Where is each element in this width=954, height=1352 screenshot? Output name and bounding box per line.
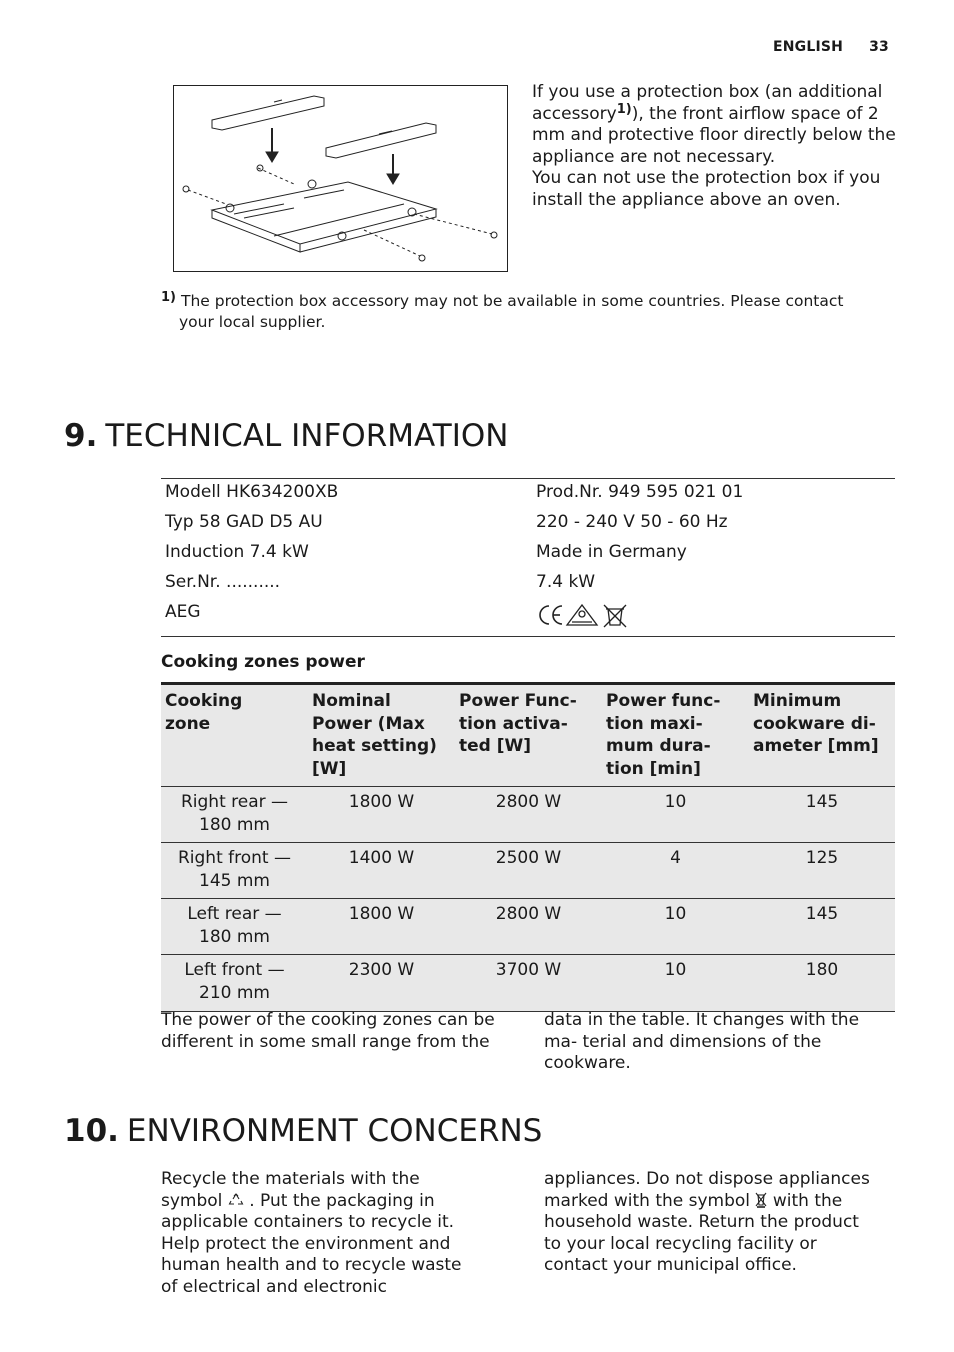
table-row: [161, 479, 895, 509]
intro-line2: ), the front airflow space of 2 mm and protective floor directly below the appliance are not necessary.: [532, 103, 896, 167]
table-row: [161, 843, 895, 899]
power-note-col1: The power of the cooking zones can be different in some small range from the: [161, 1010, 495, 1052]
section-heading-environment-concerns: [64, 1113, 542, 1149]
power-function-cell: 3700 W: [455, 955, 602, 1011]
duration-cell: 10: [602, 787, 749, 843]
page-number: 33: [869, 39, 889, 55]
duration-cell: 10: [602, 955, 749, 1011]
section-number: 10.: [64, 1113, 119, 1149]
environment-text-col1: [161, 1169, 471, 1298]
table-row: [161, 569, 895, 599]
footnote-reference: 1): [616, 101, 632, 117]
duration-cell: 4: [602, 843, 749, 899]
section-heading-technical-information: [64, 418, 508, 454]
zone-cell: Left front — 210 mm: [161, 955, 308, 1011]
column-header: Cooking zone: [161, 685, 308, 787]
power-function-cell: 2800 W: [455, 899, 602, 955]
spec-cell: Induction 7.4 kW: [165, 542, 309, 562]
ce-mark-icon: [540, 606, 562, 624]
footnote-line2: your local supplier.: [179, 313, 326, 331]
diameter-cell: 145: [749, 899, 895, 955]
zone-cell: Right front — 145 mm: [161, 843, 308, 899]
cooking-zones-heading: Cooking zones power: [161, 652, 365, 672]
table-row: [161, 599, 895, 636]
footnote-line1: The protection box accessory may not be available in some countries. Please contact: [181, 292, 844, 310]
zone-cell: Right rear — 180 mm: [161, 787, 308, 843]
certification-marks: [532, 599, 895, 636]
spec-cell: Made in Germany: [536, 542, 687, 562]
footnote: [161, 287, 901, 333]
power-function-cell: 2500 W: [455, 843, 602, 899]
intro-line1: If you use a protection box (an additional accessory: [532, 82, 883, 124]
environment-text-c: appliances. Do not dispose appliances marked with the symbol: [544, 1169, 870, 1211]
nominal-power-cell: 1800 W: [308, 899, 455, 955]
power-note-col2: data in the table. It changes with the ma- terial and dimensions of the cookware.: [544, 1010, 860, 1073]
column-header: Power Func- tion activa- ted [W]: [455, 685, 602, 787]
spec-cell: 7.4 kW: [536, 572, 596, 592]
spec-cell: Ser.Nr. ..........: [165, 572, 281, 592]
cooking-zones-table: [161, 682, 895, 1012]
environment-text-d: with the household waste. Return the product to your local recycling facility or contact your municipal office.: [544, 1190, 859, 1275]
environment-text-a: Recycle the materials with the symbol: [161, 1169, 420, 1211]
duration-cell: 10: [602, 899, 749, 955]
table-row: [161, 955, 895, 1011]
language-label: ENGLISH: [773, 39, 844, 55]
table-row: [161, 509, 895, 539]
rating-plate-table: [161, 478, 895, 637]
diameter-cell: 145: [749, 787, 895, 843]
section-title: ENVIRONMENT CONCERNS: [126, 1113, 543, 1149]
spec-cell: 220 - 240 V 50 - 60 Hz: [536, 512, 728, 532]
environment-text-b: . Put the packaging in applicable containers to recycle it. Help protect the environment and human health and to recycle waste of electrical and electronic: [161, 1190, 462, 1297]
spec-cell: Modell HK634200XB: [165, 482, 339, 502]
power-function-cell: 2800 W: [455, 787, 602, 843]
diameter-cell: 180: [749, 955, 895, 1011]
spec-cell: Prod.Nr. 949 595 021 01: [536, 482, 744, 502]
intro-line3: You can not use the protection box if you install the appliance above an oven.: [532, 168, 881, 210]
column-header: Minimum cookware di- ameter [mm]: [749, 685, 895, 787]
section-number: 9.: [64, 418, 98, 454]
column-header: Power func- tion maxi- mum dura- tion [min]: [602, 685, 749, 787]
table-row: [161, 539, 895, 569]
weee-symbol-icon: [755, 1192, 767, 1208]
nominal-power-cell: 1800 W: [308, 787, 455, 843]
section-title: TECHNICAL INFORMATION: [105, 418, 509, 454]
table-row: [161, 899, 895, 955]
recycle-icon: [228, 1192, 244, 1207]
spec-cell: AEG: [165, 602, 201, 622]
column-header: Nominal Power (Max heat setting) [W]: [308, 685, 455, 787]
protection-box-drawing: [174, 86, 507, 271]
protection-box-illustration: [173, 85, 508, 272]
environment-text-col2: [544, 1169, 874, 1277]
nominal-power-cell: 2300 W: [308, 955, 455, 1011]
table-row: [161, 787, 895, 843]
nominal-power-cell: 1400 W: [308, 843, 455, 899]
zone-cell: Left rear — 180 mm: [161, 899, 308, 955]
diameter-cell: 125: [749, 843, 895, 899]
weee-bin-icon: [604, 605, 626, 627]
footnote-mark: 1): [161, 290, 176, 305]
table-header-row: [161, 685, 895, 787]
protection-box-text: [532, 82, 902, 211]
page-header: [773, 39, 889, 55]
vde-mark-icon: [567, 605, 597, 625]
spec-cell: Typ 58 GAD D5 AU: [165, 512, 323, 532]
